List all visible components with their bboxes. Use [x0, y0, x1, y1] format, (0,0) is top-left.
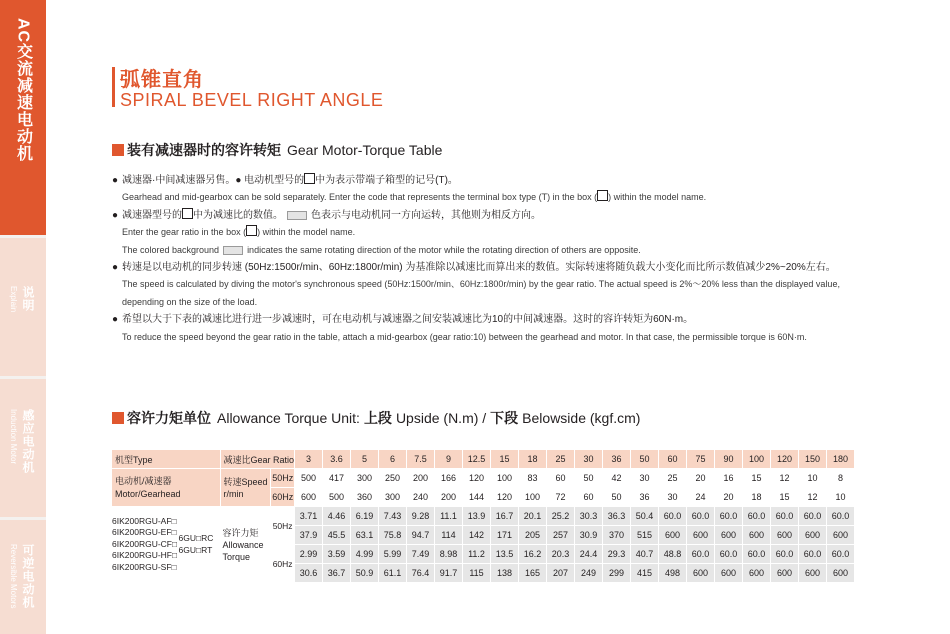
table-cell: 20.1: [519, 507, 547, 526]
table-cell: 61.1: [379, 564, 407, 583]
table-cell: 600: [799, 526, 827, 545]
sidebar-tab-label: 感应电动机: [21, 409, 35, 474]
table-cell: 207: [547, 564, 575, 583]
table-cell: 12.5: [463, 450, 491, 469]
table-cell: 15: [743, 469, 771, 488]
table-cell: 138: [491, 564, 519, 583]
table-cell: 60.0: [659, 507, 687, 526]
table-cell: 60.0: [827, 507, 855, 526]
table-cell: 417: [323, 469, 351, 488]
table-cell: 120: [491, 488, 519, 507]
section-title-zh: 装有减速器时的容许转矩: [127, 142, 281, 158]
sidebar-tab-sublabel: Reversible Motors: [9, 544, 18, 609]
table-cell: 9.28: [407, 507, 435, 526]
table-cell: 171: [491, 526, 519, 545]
table-cell: 515: [631, 526, 659, 545]
table-cell: 300: [351, 469, 379, 488]
table-cell: 498: [659, 564, 687, 583]
table-cell: 60.0: [687, 507, 715, 526]
table-cell: 60.0: [799, 545, 827, 564]
note-2-en-1: Enter the gear ratio in the box ( ) within the model name.: [122, 227, 356, 238]
page-title-zh: 弧锥直角: [120, 69, 204, 91]
table-cell: 20: [687, 469, 715, 488]
table-cell: 600: [771, 564, 799, 583]
table-row-speed-50hz: [112, 469, 855, 488]
section-title-en: Gear Motor-Torque Table: [287, 142, 443, 158]
table-cell: 30: [631, 469, 659, 488]
table-cell: 8: [827, 469, 855, 488]
table-cell: 299: [603, 564, 631, 583]
table-row-gear-ratio: [112, 450, 855, 469]
box-icon: [597, 190, 608, 201]
gearhead-models: 6GU□RC 6GU□RT: [178, 507, 220, 583]
section-heading-torque-table: [112, 140, 442, 160]
table-cell: 42: [603, 469, 631, 488]
note-1-en: Gearhead and mid-gearbox can be sold separately. Enter the code that represents the terminal box type (T) in the box ( ) within the model name.: [122, 192, 707, 203]
table-cell: 257: [547, 526, 575, 545]
table-cell: 18: [519, 450, 547, 469]
table-cell: 205: [519, 526, 547, 545]
sidebar-tab-sublabel: Induction Motor: [9, 409, 18, 465]
sidebar-tab-sublabel: Explain: [9, 286, 18, 313]
table-cell: 16.2: [519, 545, 547, 564]
table-cell: 20: [715, 488, 743, 507]
table-cell: 3: [295, 450, 323, 469]
sidebar-tab-label: 说明: [21, 286, 35, 312]
table-cell: 76.4: [407, 564, 435, 583]
table-cell: 12: [799, 488, 827, 507]
note-4-en: To reduce the speed beyond the gear ratio in the table, attach a mid-gearbox (gear ratio:10) between the gearhead and motor. In that case, the permissible torque is 60N·m.: [122, 331, 807, 342]
table-cell: 50: [631, 450, 659, 469]
sidebar-tab-reversible[interactable]: [0, 520, 46, 634]
table-cell: 50: [575, 469, 603, 488]
table-cell: 600: [743, 526, 771, 545]
square-bullet-icon: [112, 412, 124, 424]
table-cell: 50.4: [631, 507, 659, 526]
table-cell: 30: [575, 450, 603, 469]
table-cell: 200: [435, 488, 463, 507]
table-cell: 3.6: [323, 450, 351, 469]
color-swatch-icon: [223, 246, 243, 255]
square-bullet-icon: [112, 144, 124, 156]
torque-table: [112, 450, 855, 583]
table-cell: 50.9: [351, 564, 379, 583]
header-gear-ratio: 减速比Gear Ratio: [220, 450, 295, 469]
table-cell: 10: [799, 469, 827, 488]
table-cell: 600: [687, 526, 715, 545]
table-cell: 200: [407, 469, 435, 488]
sidebar-tab-explain[interactable]: [0, 238, 46, 376]
table-cell: 180: [827, 450, 855, 469]
table-cell: 30.3: [575, 507, 603, 526]
section-heading-allowance-torque: 容许力矩单位 Allowance Torque Unit: 上段 Upside (N.m) / 下段 Belowside (kgf.cm): [112, 408, 640, 428]
note-4-zh: ● 希望以大于下表的减速比进行进一步减速时，可在电动机与减速器之间安装减速比为10的中间减速器。这时的容许转矩为60N·m。: [112, 314, 694, 326]
table-cell: 120: [463, 469, 491, 488]
box-icon: [304, 173, 315, 184]
table-cell: 12: [771, 469, 799, 488]
table-cell: 60.0: [687, 545, 715, 564]
table-cell: 60.0: [771, 545, 799, 564]
note-3-zh: ● 转速是以电动机的同步转速 (50Hz:1500r/min、60Hz:1800r/min) 为基准除以减速比而算出来的数值。实际转速将随负载大小变化而比所示数值减少2%~20%左右。: [112, 262, 836, 274]
motor-models: 6IK200RGU-AF□ 6IK200RGU-EF□ 6IK200RGU-CF□ 6IK200RGU-HF□ 6IK200RGU-SF□: [112, 507, 178, 583]
note-3-en-1: The speed is calculated by diving the motor's synchronous speed (50Hz:1500r/min、60Hz:1800r/min) by the gear ratio. The actual speed is 2%～20% less than the displayed value,: [122, 279, 840, 290]
table-cell: 240: [407, 488, 435, 507]
table-cell: 300: [379, 488, 407, 507]
table-cell: 500: [323, 488, 351, 507]
header-50hz: 50Hz: [271, 469, 295, 488]
table-cell: 600: [659, 526, 687, 545]
table-cell: 120: [771, 450, 799, 469]
table-cell: 11.1: [435, 507, 463, 526]
sidebar-main-label: AC交流减速电动机: [14, 18, 32, 163]
table-cell: 48.8: [659, 545, 687, 564]
table-cell: 600: [743, 564, 771, 583]
table-cell: 60.0: [827, 545, 855, 564]
table-cell: 249: [575, 564, 603, 583]
table-cell: 50: [603, 488, 631, 507]
sidebar-tab-induction[interactable]: [0, 379, 46, 517]
notes-block: [112, 172, 942, 346]
table-cell: 600: [771, 526, 799, 545]
table-cell: 25.2: [547, 507, 575, 526]
table-cell: 13.9: [463, 507, 491, 526]
table-cell: 9: [435, 450, 463, 469]
box-icon: [182, 208, 193, 219]
table-cell: 3.59: [323, 545, 351, 564]
table-cell: 600: [827, 564, 855, 583]
table-cell: 2.99: [295, 545, 323, 564]
table-cell: 20.3: [547, 545, 575, 564]
table-cell: 600: [715, 564, 743, 583]
note-1-zh: ● 减速器·中间减速器另售。● 电动机型号的 中为表示带端子箱型的记号(T)。: [112, 175, 458, 186]
header-60hz: 60Hz: [271, 488, 295, 507]
table-cell: 30.9: [575, 526, 603, 545]
table-cell: 7.49: [407, 545, 435, 564]
table-cell: 60.0: [799, 507, 827, 526]
table-cell: 10: [827, 488, 855, 507]
table-cell: 114: [435, 526, 463, 545]
table-cell: 24.4: [575, 545, 603, 564]
table-cell: 6: [379, 450, 407, 469]
box-icon: [246, 225, 257, 236]
header-motor-gearhead: 电动机/减速器 Motor/Gearhead: [112, 469, 220, 507]
table-cell: 94.7: [407, 526, 435, 545]
header-speed: 转速Speed r/min: [220, 469, 271, 507]
sidebar-tab-label: 可逆电动机: [21, 544, 35, 609]
header-torque: 容许力矩 Allowance Torque: [220, 507, 271, 583]
title-accent-bar: [112, 67, 115, 107]
color-swatch-icon: [287, 211, 307, 220]
table-cell: 30: [659, 488, 687, 507]
table-cell: 60.0: [743, 507, 771, 526]
table-cell: 45.5: [323, 526, 351, 545]
table-cell: 7.43: [379, 507, 407, 526]
header-50hz: 50Hz: [271, 507, 295, 545]
note-2-en-2: The colored background indicates the same rotating direction of the motor while the rotating direction of others are opposite.: [122, 244, 641, 255]
table-cell: 40.7: [631, 545, 659, 564]
table-cell: 16: [715, 469, 743, 488]
table-cell: 25: [547, 450, 575, 469]
table-cell: 15: [771, 488, 799, 507]
page-title-en: SPIRAL BEVEL RIGHT ANGLE: [120, 90, 384, 110]
table-cell: 60.0: [743, 545, 771, 564]
table-cell: 91.7: [435, 564, 463, 583]
table-cell: 500: [295, 469, 323, 488]
table-row-torque-50hz-nm: [112, 507, 855, 526]
table-cell: 370: [603, 526, 631, 545]
table-cell: 36: [631, 488, 659, 507]
sidebar: [0, 0, 46, 634]
table-cell: 83: [519, 469, 547, 488]
table-cell: 166: [435, 469, 463, 488]
table-cell: 60.0: [771, 507, 799, 526]
table-cell: 360: [351, 488, 379, 507]
table-cell: 18: [743, 488, 771, 507]
table-cell: 100: [491, 469, 519, 488]
table-cell: 600: [295, 488, 323, 507]
table-cell: 100: [519, 488, 547, 507]
note-2-zh: ● 减速器型号的 中为减速比的数值。 色表示与电动机同一方向运转，其他则为相反方向。: [112, 209, 541, 221]
table-cell: 6.19: [351, 507, 379, 526]
table-cell: 60.0: [715, 507, 743, 526]
table-cell: 4.46: [323, 507, 351, 526]
table-cell: 4.99: [351, 545, 379, 564]
table-cell: 250: [379, 469, 407, 488]
table-cell: 115: [463, 564, 491, 583]
table-cell: 60.0: [715, 545, 743, 564]
note-3-en-2: depending on the size of the load.: [122, 296, 258, 307]
table-cell: 16.7: [491, 507, 519, 526]
table-cell: 24: [687, 488, 715, 507]
table-cell: 13.5: [491, 545, 519, 564]
table-cell: 72: [547, 488, 575, 507]
header-type: 机型Type: [112, 450, 220, 469]
table-cell: 165: [519, 564, 547, 583]
table-cell: 36: [603, 450, 631, 469]
table-cell: 75.8: [379, 526, 407, 545]
table-cell: 25: [659, 469, 687, 488]
sidebar-tab-ac-motor[interactable]: [0, 0, 46, 235]
table-cell: 90: [715, 450, 743, 469]
table-cell: 150: [799, 450, 827, 469]
table-cell: 75: [687, 450, 715, 469]
table-cell: 60: [659, 450, 687, 469]
table-cell: 7.5: [407, 450, 435, 469]
table-cell: 600: [799, 564, 827, 583]
table-cell: 30.6: [295, 564, 323, 583]
table-cell: 29.3: [603, 545, 631, 564]
table-cell: 15: [491, 450, 519, 469]
table-cell: 60: [547, 469, 575, 488]
table-cell: 5: [351, 450, 379, 469]
section-title-zh: 容许力矩单位: [127, 410, 211, 426]
table-cell: 8.98: [435, 545, 463, 564]
header-60hz: 60Hz: [271, 545, 295, 583]
table-cell: 63.1: [351, 526, 379, 545]
table-cell: 600: [827, 526, 855, 545]
table-cell: 600: [715, 526, 743, 545]
table-cell: 11.2: [463, 545, 491, 564]
table-cell: 100: [743, 450, 771, 469]
table-cell: 60: [575, 488, 603, 507]
table-cell: 600: [687, 564, 715, 583]
table-cell: 36.7: [323, 564, 351, 583]
table-cell: 36.3: [603, 507, 631, 526]
table-cell: 144: [463, 488, 491, 507]
table-cell: 3.71: [295, 507, 323, 526]
table-cell: 142: [463, 526, 491, 545]
table-cell: 5.99: [379, 545, 407, 564]
table-cell: 37.9: [295, 526, 323, 545]
table-cell: 415: [631, 564, 659, 583]
